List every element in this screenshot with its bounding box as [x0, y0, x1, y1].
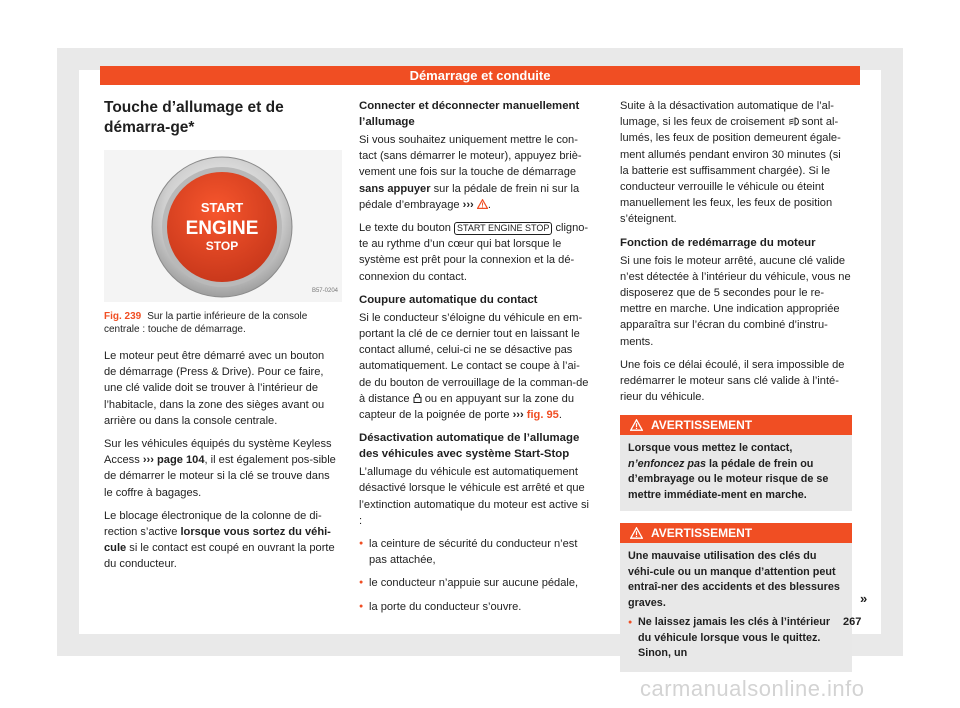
start-engine-button-illustration: [104, 150, 342, 302]
text: sont al-lumés, les feux de position demeurent égale-ment allumés pendant environ 30 minutes (si la batterie est suffisamment chargée). Si le conducteur verrouille le véhicule ou éteint manuellement les feux, les feux de position s’éteignent.: [620, 116, 841, 226]
button-text-stop: STOP: [205, 239, 239, 253]
low-beam-icon: [788, 117, 799, 126]
list-item: ● la ceinture de sécurité du conducteur n’est pas attachée,: [359, 536, 591, 568]
paragraph: [104, 436, 336, 501]
warning-title: AVERTISSEMENT: [651, 526, 753, 541]
reference-arrows: ›››: [462, 198, 474, 211]
paragraph: Si vous souhaitez uniquement mettre le con-tact (sans démarrer le moteur), appuyez briè-vement une fois sur la touche de démarrage sans appuyer sur la pédale de frein ni sur la pédale d’embrayage ››› .: [359, 134, 582, 211]
bullet-list: [628, 615, 844, 662]
figure-code: B57-0204: [311, 287, 338, 294]
text: Si le conducteur s’éloigne du véhicule en em-portant la clé de ce dernier tout en laissant le contact allumé, celui-ci ne se désactive pas automatiquement. Le contact se coupe à l’ai-de du bouton de verrouillage de la comman-de à distance: [359, 311, 589, 405]
section-heading: Touche d’allumage et de démarra-ge*: [104, 99, 284, 136]
warning-box: [620, 415, 852, 511]
figure-caption-text: Sur la partie inférieure de la console centrale : touche de démarrage.: [104, 311, 308, 335]
warning-triangle-icon: [630, 419, 643, 431]
paragraph: Le moteur peut être démarré avec un bouton de démarrage (Press & Drive). Pour ce faire, une clé valide doit se trouver à l’intérieur de l’habitacle, dans la zone des sièges avant ou arrière ou dans la console centrale.: [104, 350, 325, 427]
paragraph: [104, 508, 336, 573]
bold-text: sans appuyer: [359, 182, 431, 195]
warning-paragraph: Une mauvaise utilisation des clés du véhi-cule ou un manque d’attention peut entraî-ner des accidents et des blessures graves.: [628, 550, 840, 609]
subheading: Connecter et déconnecter manuellement l’allumage: [359, 100, 580, 128]
warning-triangle-icon[interactable]: [477, 199, 488, 209]
text: la pédale de frein ou d’embrayage ou le moteur risque de se mettre immédiate-ment en marche.: [628, 457, 829, 501]
list-item: ● le conducteur n’appuie sur aucune pédale,: [359, 575, 591, 591]
figure-caption: [104, 310, 336, 336]
bold-text: lorsque vous sortez du véhi-cule: [104, 526, 331, 555]
page-number: 267: [843, 616, 862, 628]
warning-header: [620, 415, 852, 435]
subheading: Fonction de redémarrage du moteur: [620, 236, 816, 249]
button-text-start: START: [200, 200, 244, 215]
paragraph: [620, 98, 852, 228]
figure-start-button: [104, 150, 342, 302]
column-3: [620, 98, 852, 684]
paragraph: Une fois ce délai écoulé, il sera impossible de redémarrer le moteur sans clé valide à l’inté-rieur du véhicule.: [620, 358, 845, 404]
emphasis-text: n’enfoncez pas: [628, 457, 706, 470]
page-reference-link[interactable]: ››› page 104: [142, 454, 205, 467]
reference-arrows: ›››: [512, 409, 524, 422]
bullet-list: [359, 536, 591, 615]
text: Le texte du bouton: [359, 222, 454, 235]
watermark: carmanualsonline.info: [640, 676, 865, 701]
text: Si vous souhaitez uniquement mettre le con-tact (sans démarrer le moteur), appuyez briè-vement une fois sur la touche de démarrage: [359, 134, 582, 179]
text: sur la pédale de frein ni sur la pédale d’embrayage: [359, 182, 580, 211]
warning-text: [620, 543, 852, 672]
text: Lorsque vous mettez le contact,: [628, 442, 793, 455]
subheading: Désactivation automatique de l’allumage des véhicules avec système Start-Stop: [359, 432, 580, 461]
warning-header: [620, 523, 852, 543]
chapter-header: Démarrage et conduite: [100, 66, 860, 85]
warning-text: [620, 435, 852, 511]
column-1: [104, 98, 336, 580]
warning-title: AVERTISSEMENT: [651, 418, 753, 433]
text: si le contact est coupé en ouvrant la porte du conducteur.: [104, 542, 335, 571]
figure-reference-link[interactable]: fig. 95: [526, 409, 559, 422]
paragraph: Si une fois le moteur arrêté, aucune clé valide n’est détectée à l’intérieur du véhicule, vous ne disposerez que de 5 secondes pour le re-mettre en marche. Une indication appropriée apparaîtra sur l’écran du combiné d’instru-ments.: [620, 254, 851, 348]
lock-icon: [413, 393, 422, 403]
paragraph: [359, 220, 591, 285]
text: cligno-te au rythme d’un cœur qui bat lorsque le système est prêt pour la connexion et la dé-connexion du contact.: [359, 222, 589, 283]
continue-marker: »: [860, 591, 868, 606]
paragraph: Si le conducteur s’éloigne du véhicule en em-portant la clé de ce dernier tout en laissant le contact allumé, celui-ci ne se désactive pas automatiquement. Le contact se coupe à l’ai-de du bouton de verrouillage de la comman-de à distance ou en appuyant sur la zone du capteur de la poignée de porte ››› fig. 95.: [359, 311, 589, 422]
list-item: ● la porte du conducteur s’ouvre.: [359, 599, 591, 615]
button-text-engine: ENGINE: [185, 218, 259, 239]
list-item: ● Ne laissez jamais les clés à l’intérieur du véhicule lorsque vous le quittez. Sinon, un: [628, 615, 844, 662]
subheading: Coupure automatique du contact: [359, 293, 538, 306]
text: Le blocage électronique de la colonne de di-rection s’active: [104, 509, 322, 539]
text: Sur les véhicules équipés du système Keyless Access: [104, 438, 332, 467]
text: , il est également pos-sible de démarrer le moteur si la clé se trouve dans le coffre à bagages.: [104, 454, 336, 499]
paragraph: L’allumage du véhicule est automatiquement désactivé lorsque le véhicule est arrêté et que l’extinction automatique du moteur est active si :: [359, 466, 590, 527]
warning-triangle-icon: [630, 527, 643, 539]
figure-number: Fig. 239: [104, 311, 142, 322]
text: Suite à la désactivation automatique de l’al-lumage, si les feux de croisement: [620, 100, 834, 129]
warning-box: [620, 523, 852, 672]
column-2: [359, 98, 591, 622]
text: ou en appuyant sur la zone du capteur de la poignée de porte: [359, 392, 575, 422]
start-engine-stop-key: START ENGINE STOP: [454, 222, 552, 235]
